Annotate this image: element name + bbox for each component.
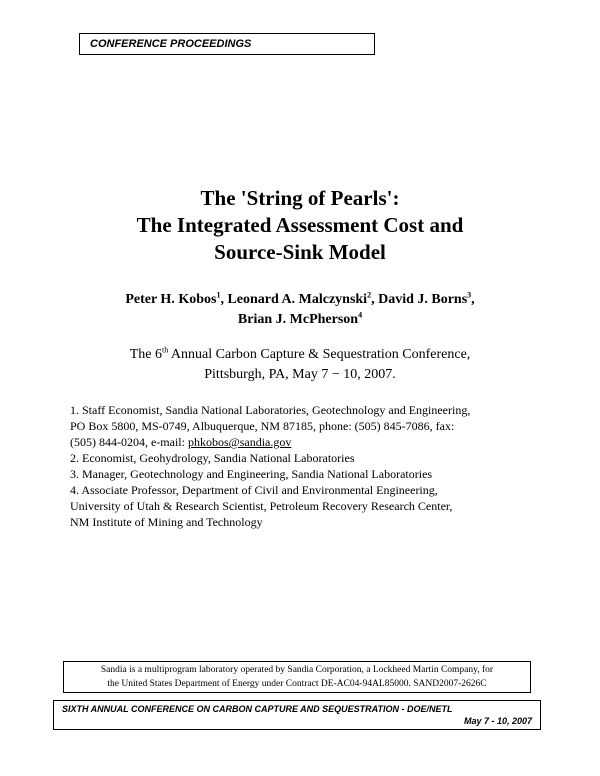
- affiliation-line: 2. Economist, Geohydrology, Sandia National Laboratories: [70, 451, 355, 465]
- conference-info: [0, 345, 600, 385]
- conference-line-2: Pittsburgh, PA, May 7 − 10, 2007.: [204, 367, 396, 382]
- affiliation-line: [70, 434, 540, 450]
- title-line-1: The 'String of Pearls':: [200, 186, 400, 210]
- author-line-2: [0, 310, 600, 330]
- affiliation-line: 4. Associate Professor, Department of Civil and Environmental Engineering,: [70, 483, 438, 497]
- contact-prefix: (505) 844-0204, e-mail:: [70, 435, 188, 449]
- sandia-notice: [63, 661, 531, 693]
- sandia-notice-line-1: Sandia is a multiprogram laboratory operated by Sandia Corporation, a Lockheed Martin Company, for: [100, 665, 494, 675]
- affiliation-line: 3. Manager, Geotechnology and Engineering, Sandia National Laboratories: [70, 467, 433, 481]
- affiliation-mark: 1: [216, 290, 221, 300]
- email-link[interactable]: phkobos@sandia.gov: [187, 435, 292, 449]
- title-line-2: The Integrated Assessment Cost and: [136, 213, 464, 237]
- proceedings-label: CONFERENCE PROCEEDINGS: [90, 38, 252, 50]
- author-name: Brian J. McPherson: [237, 312, 359, 327]
- sandia-notice-line-2: the United States Department of Energy under Contract DE-AC04-94AL85000. SAND2007-2626C: [107, 679, 487, 689]
- footer-dates: May 7 - 10, 2007: [463, 716, 532, 726]
- affiliation-line: PO Box 5800, MS-0749, Albuquerque, NM 87185, phone: (505) 845-7086, fax:: [70, 419, 455, 433]
- conference-footer: [53, 700, 541, 730]
- affiliation-mark: 4: [358, 310, 363, 320]
- title-line-3: Source-Sink Model: [214, 240, 386, 264]
- author-name: Peter H. Kobos: [125, 292, 217, 307]
- affiliation-mark: 2: [367, 290, 372, 300]
- proceedings-header: [79, 33, 375, 55]
- author-line-1: Peter H. Kobos$^1$, Leonard A. Malczynski$^2$, David J. Borns$^3$,: [125, 290, 475, 307]
- author-name: David J. Borns: [378, 292, 468, 307]
- footer-conference-name: SIXTH ANNUAL CONFERENCE ON CARBON CAPTURE AND SEQUESTRATION - DOE/NETL: [62, 704, 453, 714]
- author-name: Leonard A. Malczynski: [227, 292, 368, 307]
- affiliation-line: 1. Staff Economist, Sandia National Laboratories, Geotechnology and Engineering,: [70, 403, 471, 417]
- affiliations: [70, 402, 540, 530]
- conference-rest: Annual Carbon Capture & Sequestration Conference,: [168, 347, 471, 362]
- conference-line-1: [0, 345, 600, 365]
- affiliation-mark: 3: [467, 290, 472, 300]
- paper-title: [0, 185, 600, 266]
- author-list: [0, 290, 600, 330]
- conference-prefix: The 6: [129, 347, 162, 362]
- affiliation-line: University of Utah & Research Scientist, Petroleum Recovery Research Center,: [70, 499, 453, 513]
- affiliation-line: NM Institute of Mining and Technology: [70, 515, 263, 529]
- ordinal-suffix: th: [161, 345, 169, 355]
